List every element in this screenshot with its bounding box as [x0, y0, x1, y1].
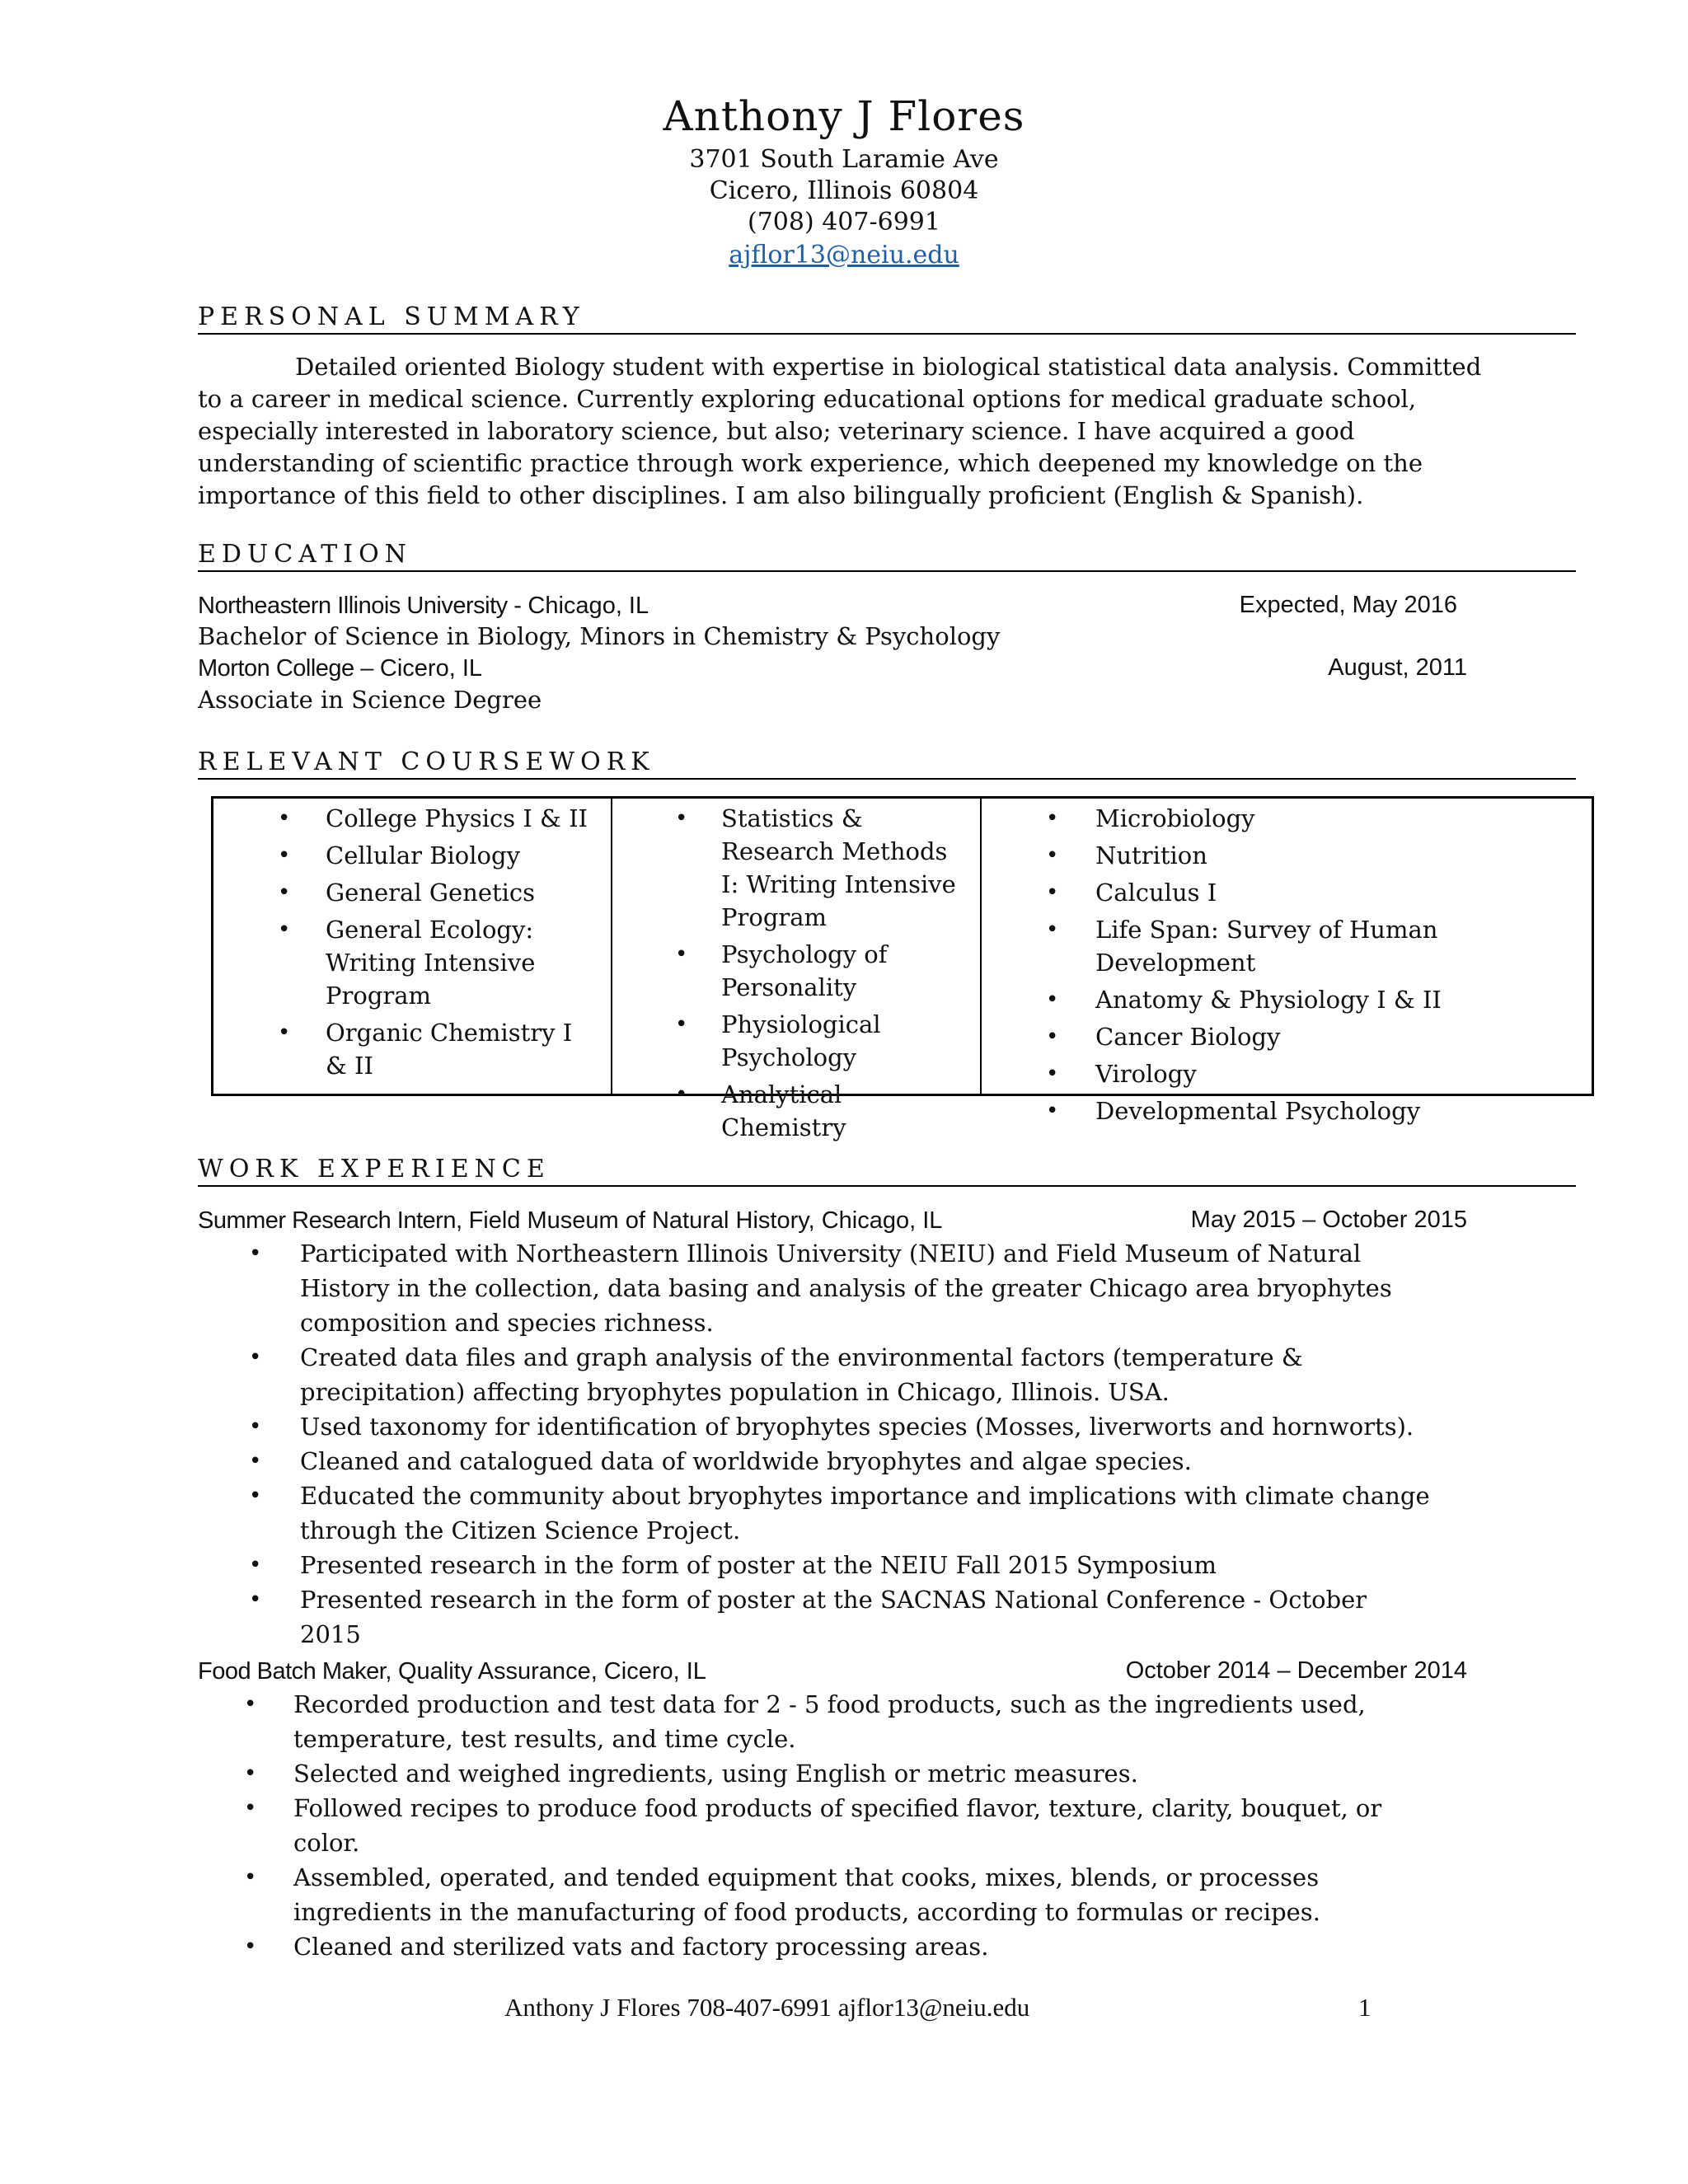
- course-item: • Physiological Psychology: [612, 1008, 980, 1074]
- course-item: • Microbiology: [982, 802, 1592, 835]
- summary-text: Detailed oriented Biology student with expertise in biological statistical data analysis. Committed to a career in medical science. Currently exploring educational options for medical graduate school, especially interested in laboratory science, but also; veterinary science. I have acquired a good understanding of scientific practice through work experience, which deepened my knowledge on the importance of this field to other disciplines. I am also bilingually proficient (English & Spanish).: [198, 353, 1482, 509]
- work-heading: WORK EXPERIENCE: [198, 1155, 1576, 1187]
- email-line: [0, 241, 1688, 269]
- candidate-name: Anthony J Flores: [663, 92, 1025, 140]
- course-item: • General Ecology: Writing Intensive Program: [213, 913, 611, 1012]
- bullet-icon: •: [249, 1345, 262, 1370]
- bullet-icon: •: [278, 880, 291, 905]
- course-item: • Psychology of Personality: [612, 938, 980, 1004]
- job-date: May 2015 – October 2015: [1190, 1207, 1467, 1233]
- bullet-icon: •: [244, 1934, 257, 1959]
- address-line-1: 3701 South Laramie Ave: [689, 145, 999, 174]
- bullet-icon: •: [1046, 1099, 1059, 1123]
- duty-item: • Created data files and graph analysis of the environmental factors (temperature & precipitation) affecting bryophytes population in Chicago, Illinois. USA.: [198, 1340, 1434, 1409]
- school-name: Northeastern Illinois University -: [198, 593, 522, 619]
- coursework-table: [211, 796, 1594, 1141]
- course-item: • Developmental Psychology: [982, 1094, 1592, 1127]
- coursework-heading: RELEVANT COURSEWORK: [198, 748, 1576, 780]
- duty-item: • Presented research in the form of poster at the NEIU Fall 2015 Symposium: [198, 1548, 1434, 1582]
- bullet-icon: •: [249, 1587, 262, 1612]
- bullet-icon: •: [1046, 1062, 1059, 1086]
- course-item: • College Physics I & II: [213, 802, 611, 835]
- duty-item: • Followed recipes to produce food products of specified flavor, texture, clarity, bouquet, or color.: [198, 1791, 1434, 1860]
- duty-item: • Educated the community about bryophytes importance and implications with climate change through the Citizen Science Project.: [198, 1479, 1434, 1548]
- bullet-icon: •: [278, 806, 291, 831]
- bullet-icon: •: [1046, 987, 1059, 1012]
- bullet-icon: •: [1046, 843, 1059, 868]
- bullet-icon: •: [249, 1414, 262, 1439]
- duty-item: • Cleaned and catalogued data of worldwide bryophytes and algae species.: [198, 1444, 1434, 1479]
- bullet-icon: •: [675, 942, 688, 967]
- bullet-icon: •: [1046, 806, 1059, 831]
- bullet-icon: •: [244, 1796, 257, 1821]
- course-item: • Cellular Biology: [213, 839, 611, 872]
- duty-item: • Used taxonomy for identification of bryophytes species (Mosses, liverworts and hornworts).: [198, 1409, 1434, 1444]
- bullet-icon: •: [278, 843, 291, 868]
- course-item: • Cancer Biology: [982, 1020, 1592, 1053]
- school-location: Cicero, IL: [373, 655, 483, 682]
- coursework-column-2: [612, 799, 982, 1141]
- course-item: • Life Span: Survey of Human Development: [982, 913, 1592, 979]
- bullet-icon: •: [1046, 880, 1059, 905]
- page-number: 1: [1358, 1993, 1372, 2022]
- school-name: Morton College –: [198, 655, 373, 682]
- course-item: • Calculus I: [982, 876, 1592, 909]
- education-date: Expected, May 2016: [1239, 592, 1457, 618]
- phone-number: (708) 407-6991: [748, 208, 940, 237]
- bullet-icon: •: [1046, 917, 1059, 942]
- coursework-column-3: [982, 799, 1592, 1125]
- job-title: Summer Research Intern,: [198, 1207, 462, 1234]
- address-line-2: Cicero, Illinois 60804: [709, 176, 979, 205]
- course-item: • General Genetics: [213, 876, 611, 909]
- bullet-icon: •: [1046, 1024, 1059, 1049]
- job-2-duties: [198, 1687, 1434, 1964]
- bullet-icon: •: [675, 1082, 688, 1107]
- duty-item: • Presented research in the form of poster at the SACNAS National Conference - October 2015: [198, 1582, 1434, 1652]
- course-item: • Anatomy & Physiology I & II: [982, 983, 1592, 1016]
- duty-item: • Cleaned and sterilized vats and factory processing areas.: [198, 1929, 1434, 1964]
- course-item: • Organic Chemistry I & II: [213, 1016, 611, 1082]
- bullet-icon: •: [249, 1241, 262, 1266]
- bullet-icon: •: [244, 1761, 257, 1786]
- coursework-column-1: [213, 799, 612, 1094]
- duty-item: • Participated with Northeastern Illinois University (NEIU) and Field Museum of Natural History in the collection, data basing and analysis of the greater Chicago area bryophytes composition and species richness.: [198, 1236, 1434, 1340]
- bullet-icon: •: [249, 1553, 262, 1577]
- course-item: • Analytical Chemistry: [612, 1078, 980, 1144]
- job-organization: Field Museum of Natural History, Chicago, IL: [462, 1207, 943, 1234]
- education-heading: EDUCATION: [198, 541, 1576, 572]
- bullet-icon: •: [675, 806, 688, 831]
- job-date: October 2014 – December 2014: [1125, 1657, 1467, 1684]
- bullet-icon: •: [249, 1449, 262, 1474]
- page-footer: Anthony J Flores 708-407-6991 ajflor13@neiu.edu: [504, 1993, 1030, 2022]
- job-organization: Quality Assurance, Cicero, IL: [391, 1658, 706, 1685]
- bullet-icon: •: [244, 1692, 257, 1717]
- bullet-icon: •: [249, 1483, 262, 1508]
- duty-item: • Recorded production and test data for 2 - 5 food products, such as the ingredients used, temperature, test results, and time cycle.: [198, 1687, 1434, 1756]
- duty-item: • Selected and weighed ingredients, using English or metric measures.: [198, 1756, 1434, 1791]
- bullet-icon: •: [278, 917, 291, 942]
- summary-heading: PERSONAL SUMMARY: [198, 303, 1576, 335]
- education-date: August, 2011: [1328, 654, 1467, 681]
- duty-item: • Assembled, operated, and tended equipment that cooks, mixes, blends, or processes ingredients in the manufacturing of food products, according to formulas or recipes.: [198, 1860, 1434, 1929]
- course-item: • Virology: [982, 1057, 1592, 1090]
- bullet-icon: •: [675, 1012, 688, 1037]
- job-1-duties: [198, 1236, 1434, 1652]
- bullet-icon: •: [278, 1020, 291, 1045]
- course-item: • Statistics & Research Methods I: Writing Intensive Program: [612, 802, 980, 934]
- degree-text: Associate in Science Degree: [198, 686, 542, 714]
- school-location: Chicago, IL: [521, 593, 649, 619]
- email-link[interactable]: ajflor13@neiu.edu: [729, 241, 959, 269]
- bullet-icon: •: [244, 1865, 257, 1890]
- course-item: • Nutrition: [982, 839, 1592, 872]
- job-title: Food Batch Maker,: [198, 1658, 392, 1685]
- degree-text: Bachelor of Science in Biology, Minors in Chemistry & Psychology: [198, 622, 1001, 650]
